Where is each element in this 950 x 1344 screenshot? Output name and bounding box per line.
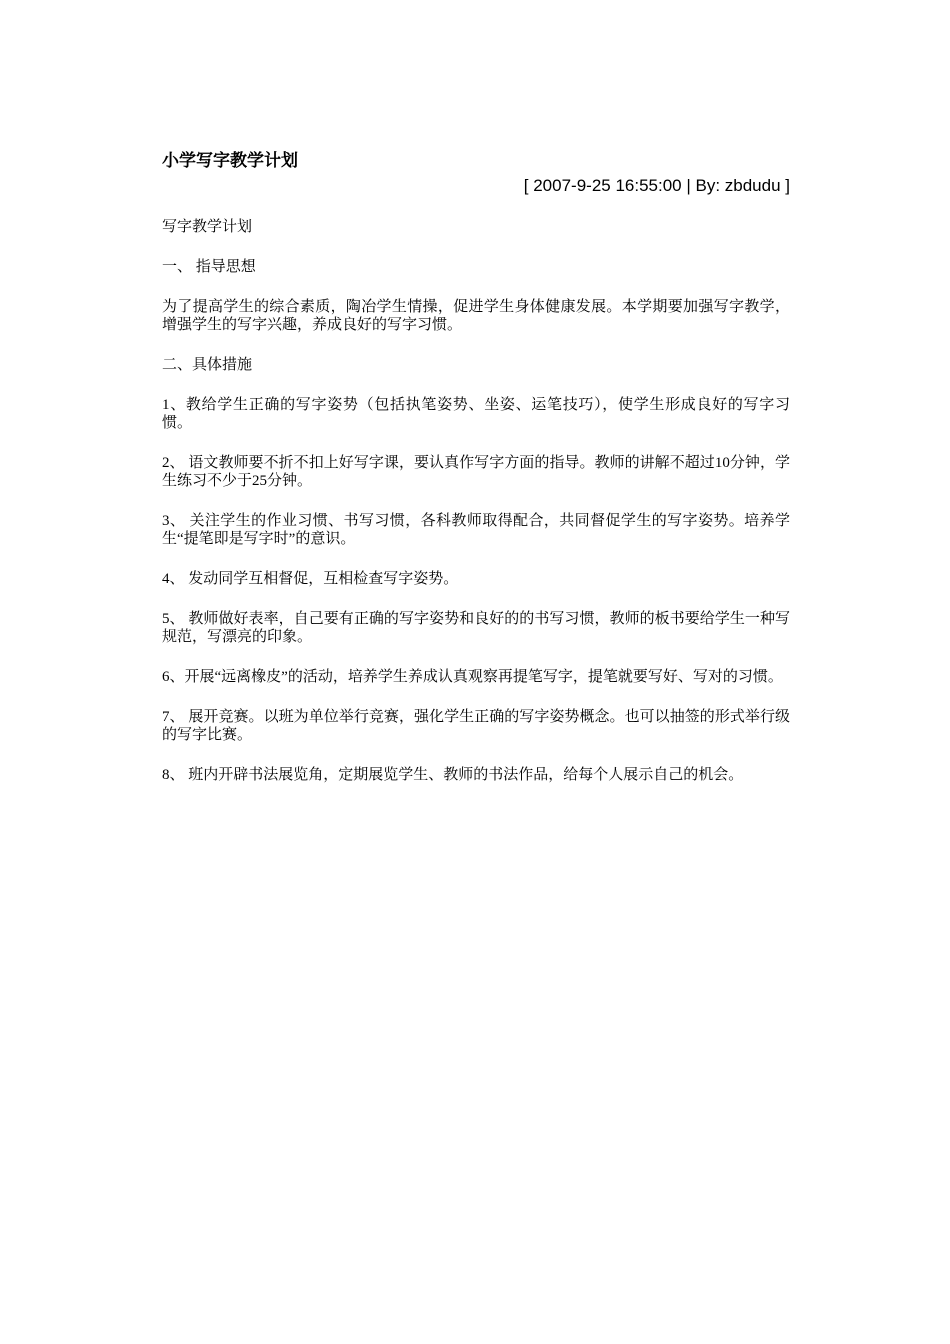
paragraph: 为了提高学生的综合素质，陶冶学生情操，促进学生身体健康发展。本学期要加强写字教学，增强学生的写字兴趣，养成良好的写字习惯。 (162, 299, 790, 333)
list-item: 2、 语文教师要不折不扣上好写字课，要认真作写字方面的指导。教师的讲解不超过10分钟，学生练习不少于25分钟。 (162, 455, 790, 489)
list-item: 8、 班内开辟书法展览角，定期展览学生、教师的书法作品，给每个人展示自己的机会。 (162, 767, 744, 783)
post-meta: [ 2007-9-25 16:55:00 | By: zbdudu ] (523, 176, 790, 195)
list-item: 1、教给学生正确的写字姿势（包括执笔姿势、坐姿、运笔技巧），使学生形成良好的写字习惯。 (162, 397, 790, 431)
list-item: 4、 发动同学互相督促，互相检查写字姿势。 (162, 571, 459, 587)
section-heading: 一、 指导思想 (162, 259, 256, 275)
list-item: 6、开展“远离橡皮”的活动，培养学生养成认真观察再提笔写字，提笔就要写好、写对的习惯。 (162, 669, 783, 685)
list-item: 5、 教师做好表率，自己要有正确的写字姿势和良好的的书写习惯，教师的板书要给学生一种写规范，写漂亮的印象。 (162, 611, 790, 645)
page-title: 小学写字教学计划 (162, 151, 298, 171)
document-page (162, 148, 790, 806)
list-item: 7、 展开竞赛。以班为单位举行竞赛，强化学生正确的写字姿势概念。也可以抽签的形式举行级的写字比赛。 (162, 709, 790, 743)
section-heading: 二、具体措施 (162, 357, 253, 373)
list-item: 3、 关注学生的作业习惯、书写习惯，各科教师取得配合，共同督促学生的写字姿势。培养学生“提笔即是写字时”的意识。 (162, 513, 790, 547)
section-heading: 写字教学计划 (162, 219, 253, 235)
